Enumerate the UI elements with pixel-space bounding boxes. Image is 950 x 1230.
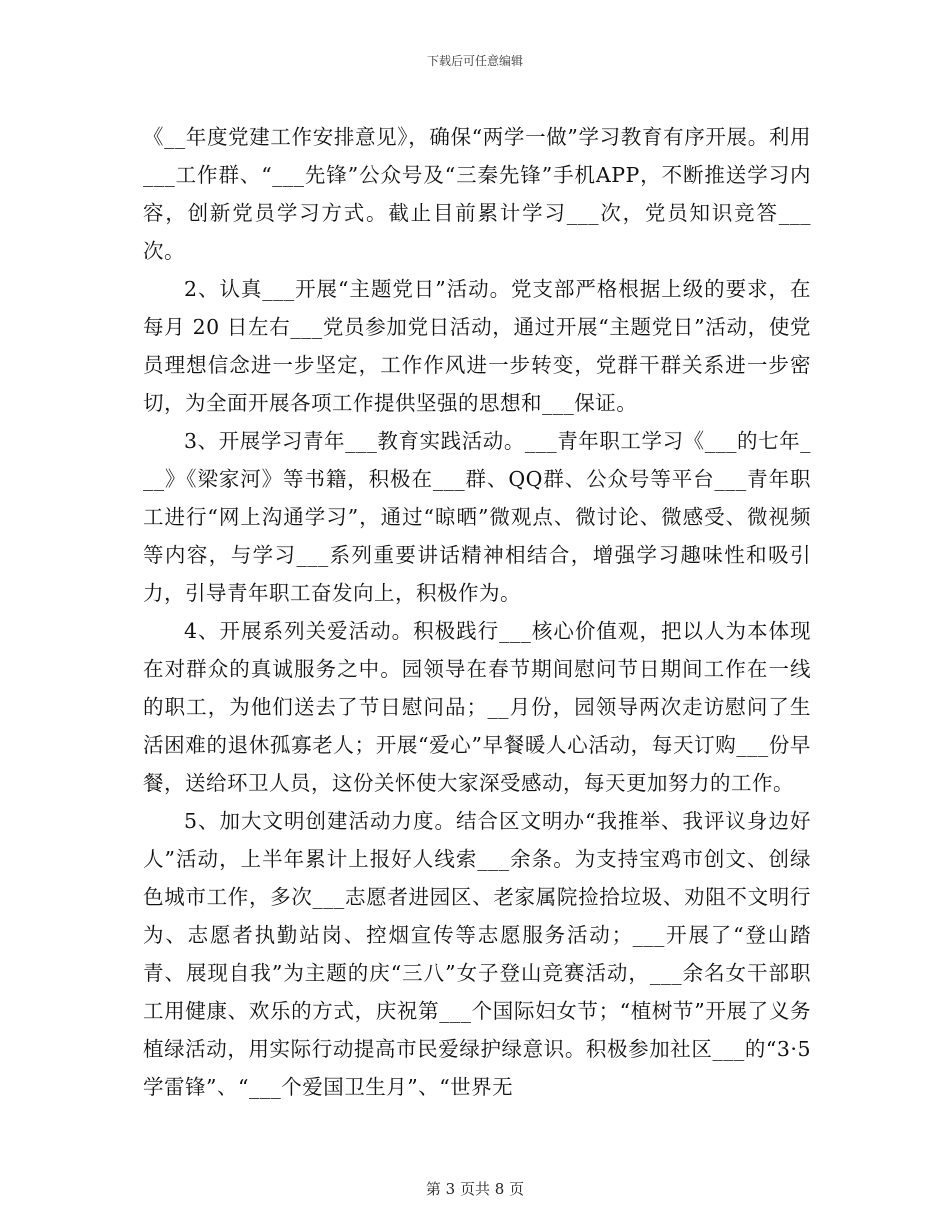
paragraph-4: 4、开展系列关爱活动。积极践行___核心价值观，把以人为本体现在对群众的真诚服务之中。园领导在春节期间慰问节日期间工作在一线的职工，为他们送去了节日慰问品；__月份，园领导两次走访慰问了生活困难的退休孤寡老人；开展“爱心”早餐暖人心活动，每天订购___份早餐，送给环卫人员，这份关怀使大家深受感动，每天更加努力的工作。 — [143, 619, 811, 795]
page-number-footer: 第 3 页共 8 页 — [425, 1180, 525, 1198]
page-header: 下载后可任意编辑 — [426, 54, 523, 68]
paragraph-3: 3、开展学习青年___教育实践活动。___青年职工学习《___的七年___》《梁家河》等书籍，积极在___群、QQ群、公众号等平台___青年职工进行“网上沟通学习”，通过“晾晒”微观点、微讨论、微感受、微视频等内容，与学习___系列重要讲话精神相结合，增强学习趣味性和吸引力，引导青年职工奋发向上，积极作为。 — [143, 429, 811, 605]
paragraph-1: 《__年度党建工作安排意见》，确保“两学一做”学习教育有序开展。利用___工作群、“___先锋”公众号及“三秦先锋”手机APP，不断推送学习内容，创新党员学习方式。截止目前累计学习___次，党员知识竞答___次。 — [143, 125, 811, 263]
paragraph-5: 5、加大文明创建活动力度。结合区文明办“我推举、我评议身边好人”活动，上半年累计上报好人线索___余条。为支持宝鸡市创文、创绿色城市工作，多次___志愿者进园区、老家属院捡拾垃圾、劝阻不文明行为、志愿者执勤站岗、控烟宣传等志愿服务活动；___开展了“登山踏青、展现自我”为主题的庆“三八”女子登山竞赛活动，___余名女干部职工用健康、欢乐的方式，庆祝第___个国际妇女节；“植树节”开展了义务植绿活动，用实际行动提高市民爱绿护绿意识。积极参加社区___的“3·5学雷锋”、“___个爱国卫生月”、“世界无 — [143, 809, 811, 1099]
paragraph-2: 2、认真___开展“主题党日”活动。党支部严格根据上级的要求，在每月 20 日左右___党员参加党日活动，通过开展“主题党日”活动，使党员理想信念进一步坚定，工作作风进一步转变，党群干群关系进一步密切，为全面开展各项工作提供坚强的思想和___保证。 — [143, 277, 811, 415]
document-body — [143, 118, 811, 1106]
